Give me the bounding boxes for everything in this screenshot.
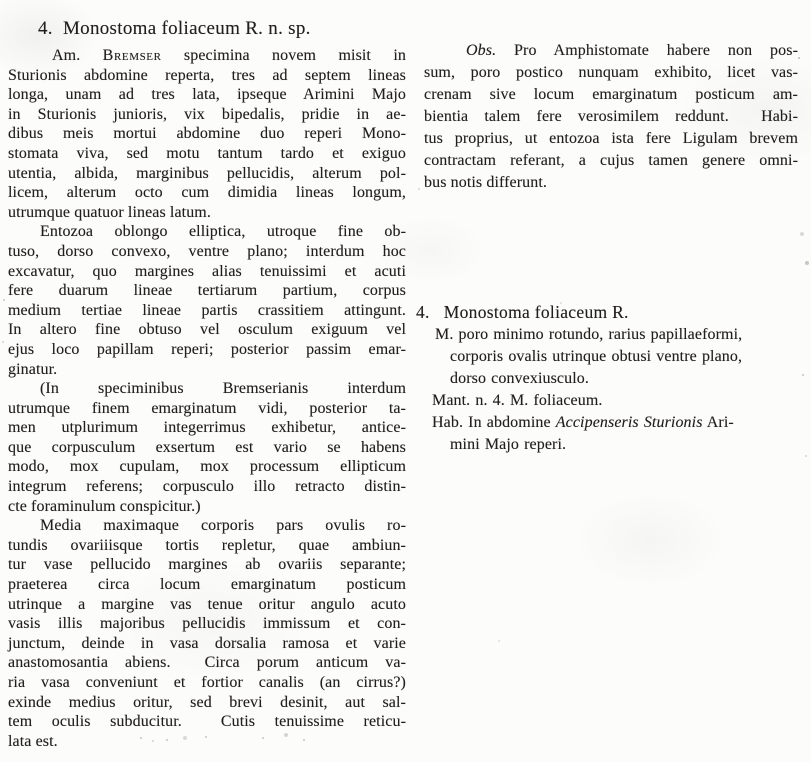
body-text: corporis ovalis utrinque obtusi ventre plano, — [450, 348, 743, 365]
species-entry-heading: 4. Monostoma foliaceum R. — [416, 302, 629, 322]
body-text: utrinque a margine vas tenue oritur angulo acuto — [8, 595, 406, 613]
text-line — [8, 536, 406, 556]
small-caps-text: Bremser — [102, 47, 162, 64]
text-line — [424, 106, 798, 128]
body-text: men utplurimum integerrimus exhibetur, antice- — [8, 419, 406, 437]
body-text: tuso, dorso convexo, ventre plano; interdum hoc — [8, 242, 406, 260]
body-text: Am. — [52, 47, 103, 64]
body-text: cte foraminulum conspicitur.) — [8, 497, 201, 515]
body-text: excavatur, quo margines alias tenuissimi et acuti — [8, 262, 406, 280]
text-line — [8, 66, 406, 86]
body-text: specimina novem misit in — [161, 47, 406, 64]
text-line — [8, 477, 406, 497]
text-line — [424, 346, 798, 368]
body-text: Entozoa oblongo elliptica, utroque fine ob- — [40, 223, 406, 241]
body-text: (In speciminibus Bremserianis interdum — [40, 380, 406, 398]
body-text: modo, mox cupulam, mox processum ellipticum — [8, 458, 406, 476]
text-line — [8, 164, 406, 184]
body-text: exinde medius oritur, sed brevi desinit, aut sal- — [8, 693, 406, 711]
body-text: Ari- — [702, 414, 734, 431]
body-text: vasis illis majoribus pellucidis immissum et con- — [8, 615, 406, 633]
body-text: integrum referens; corpusculo illo retracto distin- — [8, 478, 406, 496]
text-line — [424, 84, 798, 106]
body-text: tundis ovariiisque tortis repletur, quae ambiun- — [8, 536, 406, 554]
text-line — [8, 262, 406, 282]
body-text: junctum, deinde in vasa dorsalia ramosa et varie — [8, 634, 406, 652]
text-line — [8, 673, 406, 693]
italic-text: Accipenseris Sturionis — [555, 414, 703, 431]
body-text: Mant. n. 4. M. foliaceum. — [432, 392, 603, 409]
body-text: crenam sive locum emarginatum posticum am- — [424, 86, 798, 103]
body-text: Sturionis abdomine reperta, tres ad septem lineas — [8, 66, 406, 84]
body-text: utrumque quatuor lineas latum. — [8, 203, 211, 221]
paragraph-entozoa-description — [8, 222, 406, 379]
text-line — [8, 575, 406, 595]
text-line — [8, 144, 406, 164]
body-text: tus proprius, ut entozoa ista fere Ligulam brevem — [424, 130, 798, 147]
text-line — [8, 497, 406, 517]
paragraph-media-corporis — [8, 516, 406, 751]
body-text: Hab. In abdomine — [432, 414, 556, 431]
species-entry — [416, 300, 798, 456]
text-line — [424, 434, 798, 456]
text-line — [8, 85, 406, 105]
text-line — [8, 399, 406, 419]
text-line — [424, 128, 798, 150]
text-line — [8, 124, 406, 144]
body-text: dorso convexiusculo. — [450, 370, 589, 387]
body-text: in Sturionis junioris, vix bipedalis, pridie in ae- — [8, 105, 406, 123]
text-line — [424, 40, 798, 62]
text-line — [8, 301, 406, 321]
body-text: medium tertiae lineae partis crassitiem attingunt. — [8, 301, 406, 319]
text-line — [8, 183, 406, 203]
species-entry-body — [424, 324, 798, 456]
body-text: mini Majo reperi. — [450, 436, 567, 453]
body-text: sum, poro postico nunquam exhibito, licet vas- — [424, 64, 798, 81]
text-line — [424, 390, 798, 412]
text-line — [8, 379, 406, 399]
body-text: bus notis differunt. — [424, 174, 548, 191]
text-line — [8, 595, 406, 615]
text-line — [424, 368, 798, 390]
text-line — [424, 412, 798, 434]
text-line — [8, 320, 406, 340]
left-section-heading: 4. Monostoma foliaceum R. n. sp. — [38, 18, 311, 39]
body-text: ria vasa conveniunt et fortior canalis (an cirrus?) — [8, 674, 406, 691]
text-line — [8, 222, 406, 242]
left-column — [8, 12, 406, 751]
text-line — [424, 62, 798, 84]
body-text: bientia talem fere verosimilem reddunt. Habi- — [424, 108, 798, 125]
scan-noise-speckles — [0, 0, 2, 2]
text-line — [424, 150, 798, 172]
text-line — [8, 732, 406, 752]
text-line — [8, 457, 406, 477]
text-line — [8, 281, 406, 301]
body-text: lata est. — [8, 732, 58, 750]
text-line — [8, 242, 406, 262]
body-text: que corpusculum exsertum est vario se habens — [8, 438, 406, 456]
body-text: fere duarum lineae tertiarum partium, corpus — [8, 282, 406, 300]
italic-text: Obs. — [466, 42, 497, 59]
paragraph-speciminibus-note — [8, 379, 406, 516]
body-text: utentia, albida, marginibus pellucidis, alterum pol- — [8, 164, 406, 182]
body-text: ejus loco papillam reperi; posterior passim emar- — [8, 340, 406, 358]
text-line — [8, 46, 406, 66]
text-line — [8, 712, 406, 732]
text-line — [8, 614, 406, 634]
text-line — [8, 360, 406, 380]
text-line — [8, 693, 406, 713]
body-text: praeterea circa locum emarginatum posticum — [8, 576, 406, 594]
paragraph-obs — [424, 40, 798, 194]
text-line — [424, 324, 798, 346]
body-text: tem oculis subducitur. Cutis tenuissime reticu- — [8, 713, 406, 731]
text-line — [8, 418, 406, 438]
body-text: stomata viva, sed motu tantum tardo et exiguo — [8, 144, 406, 162]
body-text: M. poro minimo rotundo, rarius papillaeformi, — [435, 326, 743, 343]
body-text: Pro Amphistomate habere non pos- — [496, 42, 798, 59]
text-line — [8, 555, 406, 575]
body-text: tur vase pellucido margines ab ovariis separante; — [8, 556, 406, 574]
body-text: longa, unam ad tres lata, ipseque Arimini Majo — [8, 86, 406, 104]
body-text: Media maximaque corporis pars ovulis ro- — [40, 517, 406, 535]
text-line — [8, 634, 406, 654]
body-text: contractam referant, a cujus tamen genere omni- — [424, 152, 798, 169]
text-line — [8, 516, 406, 536]
body-text: dibus meis mortui abdomine duo reperi Mono- — [8, 125, 406, 143]
body-text: In altero fine obtuso vel osculum exiguum vel — [8, 321, 406, 339]
paragraph-bremser-specimens — [8, 46, 406, 222]
text-line — [424, 172, 798, 194]
body-text: licem, alterum octo cum dimidia lineas longum, — [8, 184, 406, 202]
text-line — [8, 203, 406, 223]
text-line — [8, 340, 406, 360]
right-column — [416, 40, 798, 456]
text-line — [8, 438, 406, 458]
text-line — [8, 653, 406, 673]
text-line — [8, 105, 406, 125]
body-text: ginatur. — [8, 360, 58, 378]
body-text: utrumque finem emarginatum vidi, posterior ta- — [8, 399, 406, 417]
body-text: anastomosantia abiens. Circa porum anticum va- — [8, 654, 406, 672]
